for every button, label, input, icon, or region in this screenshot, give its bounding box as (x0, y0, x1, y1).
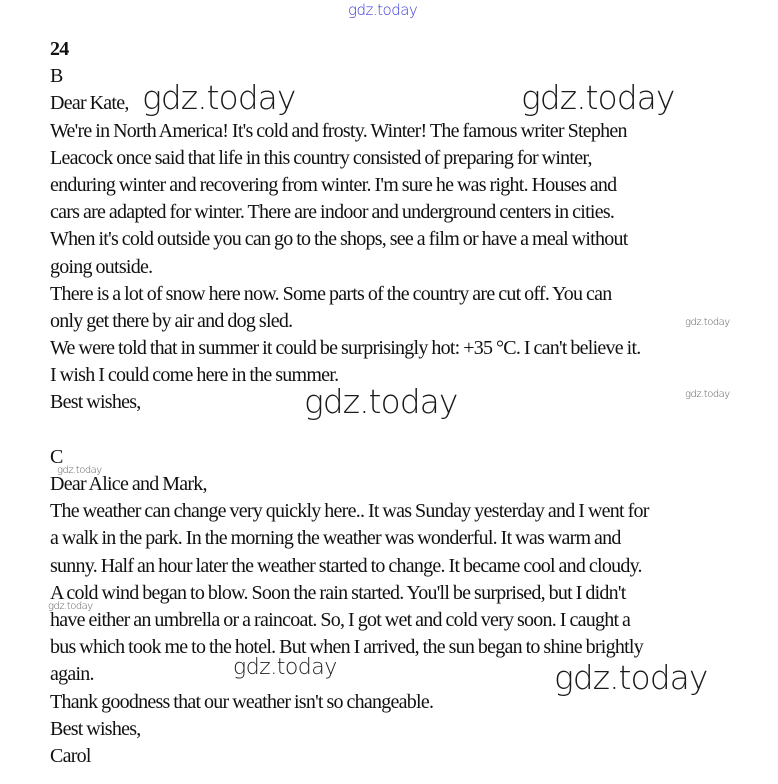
letter-b-line: I wish I could come here in the summer. (50, 364, 339, 387)
letter-b-greeting: Dear Kate, (50, 92, 129, 115)
letter-b-line: going outside. (50, 255, 153, 278)
watermark: gdz.today (554, 658, 708, 697)
section-b-label: B (50, 65, 63, 88)
letter-b-closing: Best wishes, (50, 391, 141, 414)
letter-c-signature: Carol (50, 744, 91, 767)
watermark-top: gdz.today (348, 1, 418, 19)
letter-c-line: a walk in the park. In the morning the weather was wonderful. It was warm and (50, 527, 621, 550)
watermark: gdz.today (304, 382, 458, 421)
letter-b-line: We're in North America! It's cold and frosty. Winter! The famous writer Stephen (50, 119, 627, 142)
letter-b-line: We were told that in summer it could be surprisingly hot: +35 °C. I can't believe it. (50, 337, 641, 360)
watermark: gdz.today (233, 655, 337, 680)
letter-b-line: When it's cold outside you can go to the shops, see a film or have a meal without (50, 228, 628, 251)
letter-c-line: bus which took me to the hotel. But when I arrived, the sun began to shine brightly (50, 636, 643, 659)
section-c-label: C (50, 445, 63, 468)
letter-b-line: enduring winter and recovering from winter. I'm sure he was right. Houses and (50, 173, 617, 196)
letter-c-closing: Best wishes, (50, 717, 141, 740)
watermark: gdz.today (685, 389, 730, 400)
letter-b-line: only get there by air and dog sled. (50, 309, 293, 332)
watermark: gdz.today (48, 601, 93, 612)
letter-b-line: There is a lot of snow here now. Some parts of the country are cut off. You can (50, 282, 612, 305)
letter-c-greeting: Dear Alice and Mark, (50, 473, 207, 495)
watermark: gdz.today (521, 78, 675, 117)
letter-b-line: Leacock once said that life in this country consisted of preparing for winter, (50, 146, 592, 169)
letter-c-line: A cold wind began to blow. Soon the rain started. You'll be surprised, but I didn't (50, 581, 626, 604)
letter-c-line: The weather can change very quickly here.. It was Sunday yesterday and I went for (50, 500, 649, 523)
letter-c-line: sunny. Half an hour later the weather started to change. It became cool and cloudy. (50, 554, 642, 577)
letter-c-line: have either an umbrella or a raincoat. So, I got wet and cold very soon. I caught a (50, 608, 631, 631)
letter-b-line: cars are adapted for winter. There are indoor and underground centers in cities. (50, 201, 615, 224)
watermark: gdz.today (685, 317, 730, 328)
watermark: gdz.today (142, 78, 296, 117)
watermark: gdz.today (57, 465, 102, 476)
page-number: 24 (50, 38, 69, 60)
letter-c-line: again. (50, 663, 94, 686)
letter-c-line: Thank goodness that our weather isn't so changeable. (50, 690, 434, 713)
